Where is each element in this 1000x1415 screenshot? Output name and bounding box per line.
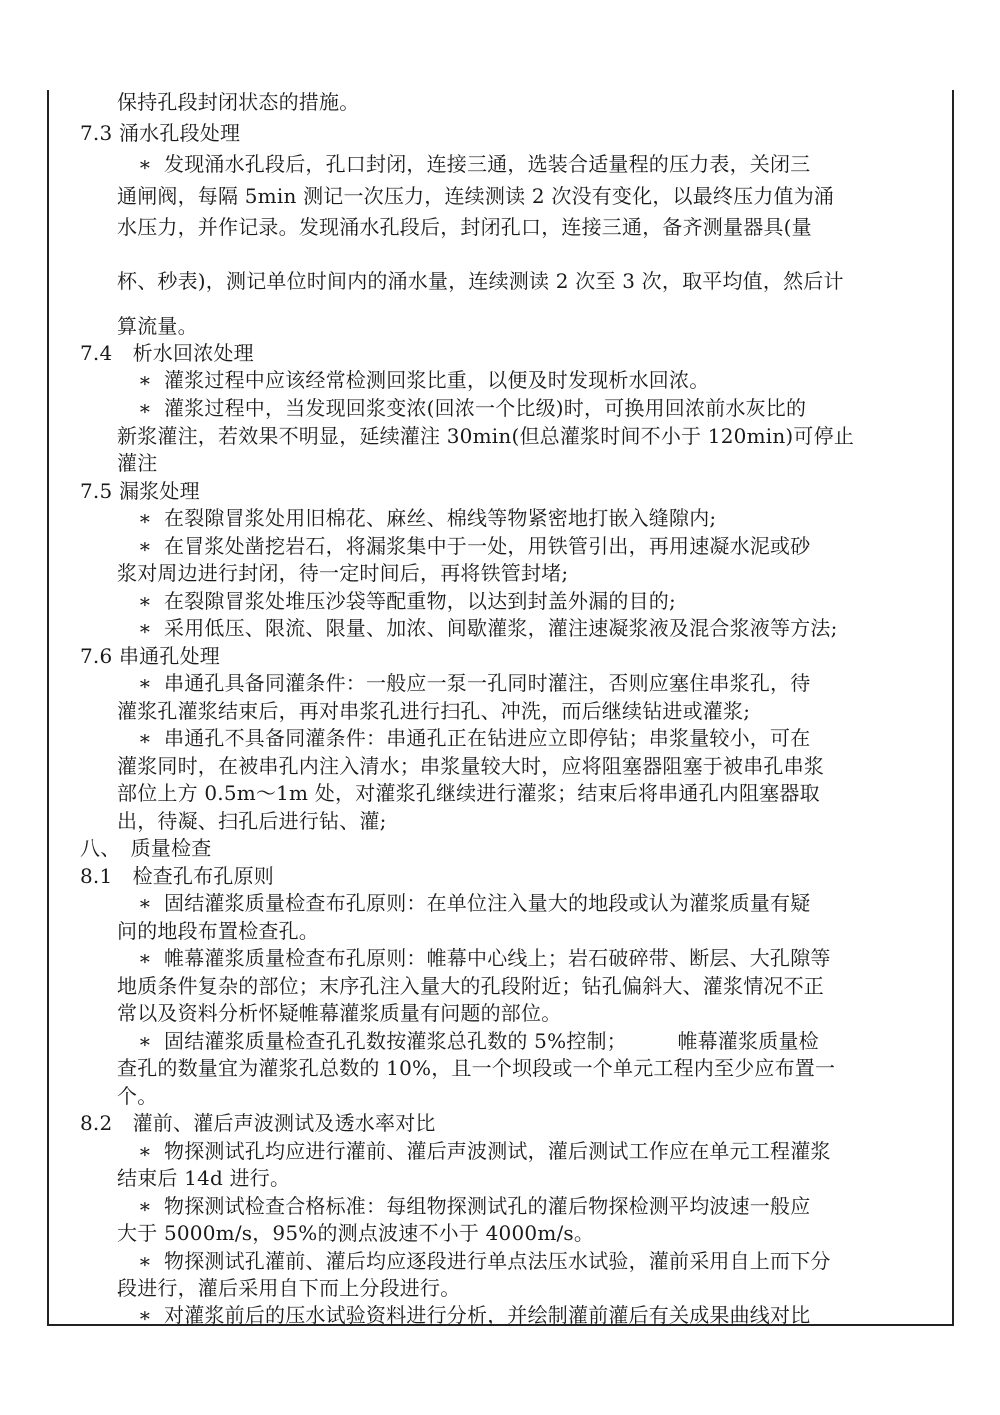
bullet-icon: ∗ xyxy=(138,891,152,915)
bullet-icon: ∗ xyxy=(138,1249,152,1273)
bullet-line: ∗ 物探测试孔灌前、灌后均应逐段进行单点法压水试验，灌前采用自上而下分 xyxy=(138,1249,831,1273)
bullet-icon: ∗ xyxy=(138,589,152,613)
bullet-line: ∗ 采用低压、限流、限量、加浓、间歇灌浆，灌注速凝浆液及混合浆液等方法; xyxy=(138,616,838,640)
text-line: 部位上方 0.5m～1m 处，对灌浆孔继续进行灌浆；结束后将串通孔内阻塞器取 xyxy=(117,781,820,805)
bullet-icon: ∗ xyxy=(138,1029,152,1053)
text-line: 新浆灌注，若效果不明显，延续灌注 30min(但总灌浆时间不小于 120min)可停止 xyxy=(117,424,855,448)
text-line: 杯、秒表)，测记单位时间内的涌水量，连续测读 2 次至 3 次，取平均值，然后计 xyxy=(117,269,844,293)
bullet-icon: ∗ xyxy=(138,368,152,392)
section-heading: 8.2 灌前、灌后声波测试及透水率对比 xyxy=(80,1111,436,1135)
text-line: 水压力，并作记录。发现涌水孔段后，封闭孔口，连接三通，备齐测量器具(量 xyxy=(117,215,812,239)
section-heading: 7.6 串通孔处理 xyxy=(80,644,220,668)
bullet-line: ∗ 对灌浆前后的压水试验资料进行分析，并绘制灌前灌后有关成果曲线对比 xyxy=(138,1303,811,1327)
text-line: 查孔的数量宜为灌浆孔总数的 10%，且一个坝段或一个单元工程内至少应布置一 xyxy=(117,1056,836,1080)
text-line: 个。 xyxy=(117,1084,158,1108)
text-line: 通闸阀，每隔 5min 测记一次压力，连续测读 2 次没有变化，以最终压力值为涌 xyxy=(117,184,835,208)
text-line: 灌注 xyxy=(117,451,158,475)
bullet-icon: ∗ xyxy=(138,671,152,695)
bullet-line: ∗ 帷幕灌浆质量检查布孔原则：帷幕中心线上；岩石破碎带、断层、大孔隙等 xyxy=(138,946,831,970)
section-heading: 7.4 析水回浓处理 xyxy=(80,341,254,365)
bullet-icon: ∗ xyxy=(138,1194,152,1218)
bullet-icon: ∗ xyxy=(138,152,152,176)
bullet-line: ∗ 在裂隙冒浆处堆压沙袋等配重物，以达到封盖外漏的目的; xyxy=(138,589,676,613)
text-line: 大于 5000m/s，95%的测点波速不小于 4000m/s。 xyxy=(117,1221,595,1245)
text-line: 结束后 14d 进行。 xyxy=(117,1166,291,1190)
text-line: 灌浆同时，在被串孔内注入清水；串浆量较大时，应将阻塞器阻塞于被串孔串浆 xyxy=(117,754,824,778)
bullet-line: ∗ 灌浆过程中应该经常检测回浆比重，以便及时发现析水回浓。 xyxy=(138,368,710,392)
bullet-icon: ∗ xyxy=(138,946,152,970)
section-heading: 7.5 漏浆处理 xyxy=(80,479,200,503)
text-line: 算流量。 xyxy=(117,314,198,338)
bullet-icon: ∗ xyxy=(138,396,152,420)
bullet-line: ∗ 灌浆过程中，当发现回浆变浓(回浓一个比级)时，可换用回浓前水灰比的 xyxy=(138,396,807,420)
bullet-icon: ∗ xyxy=(138,1303,152,1327)
bullet-line: ∗ 在冒浆处凿挖岩石，将漏浆集中于一处，用铁管引出，再用速凝水泥或砂 xyxy=(138,534,811,558)
text-line: 问的地段布置检查孔。 xyxy=(117,919,319,943)
text-line: 常以及资料分析怀疑帷幕灌浆质量有问题的部位。 xyxy=(117,1001,562,1025)
bullet-icon: ∗ xyxy=(138,616,152,640)
bullet-line: ∗ 物探测试检查合格标准：每组物探测试孔的灌后物探检测平均波速一般应 xyxy=(138,1194,811,1218)
bullet-line: ∗ 在裂隙冒浆处用旧棉花、麻丝、棉线等物紧密地打嵌入缝隙内; xyxy=(138,506,717,530)
text-line: 地质条件复杂的部位；末序孔注入量大的孔段附近；钻孔偏斜大、灌浆情况不正 xyxy=(117,974,824,998)
bullet-line: ∗ 固结灌浆质量检查孔孔数按灌浆总孔数的 5%控制； 帷幕灌浆质量检 xyxy=(138,1029,819,1053)
text-line: 灌浆孔灌浆结束后，再对串浆孔进行扫孔、冲洗，而后继续钻进或灌浆; xyxy=(117,699,751,723)
text-line: 浆对周边进行封闭，待一定时间后，再将铁管封堵; xyxy=(117,561,569,585)
chapter-heading: 八、 质量检查 xyxy=(80,836,212,860)
bullet-icon: ∗ xyxy=(138,534,152,558)
bullet-line: ∗ 发现涌水孔段后，孔口封闭，连接三通，选装合适量程的压力表，关闭三 xyxy=(138,152,811,176)
bullet-icon: ∗ xyxy=(138,1139,152,1163)
text-line: 出，待凝、扫孔后进行钻、灌; xyxy=(117,809,387,833)
section-heading: 7.3 涌水孔段处理 xyxy=(80,121,241,145)
bullet-icon: ∗ xyxy=(138,506,152,530)
text-line: 保持孔段封闭状态的措施。 xyxy=(117,90,360,114)
bullet-line: ∗ 固结灌浆质量检查布孔原则：在单位注入量大的地段或认为灌浆质量有疑 xyxy=(138,891,811,915)
section-heading: 8.1 检查孔布孔原则 xyxy=(80,864,275,888)
bullet-line: ∗ 物探测试孔均应进行灌前、灌后声波测试，灌后测试工作应在单元工程灌浆 xyxy=(138,1139,831,1163)
bullet-line: ∗ 串通孔不具备同灌条件：串通孔正在钻进应立即停钻；串浆量较小，可在 xyxy=(138,726,811,750)
bullet-line: ∗ 串通孔具备同灌条件：一般应一泵一孔同时灌注，否则应塞住串浆孔，待 xyxy=(138,671,811,695)
bullet-icon: ∗ xyxy=(138,726,152,750)
text-line: 段进行，灌后采用自下而上分段进行。 xyxy=(117,1276,461,1300)
